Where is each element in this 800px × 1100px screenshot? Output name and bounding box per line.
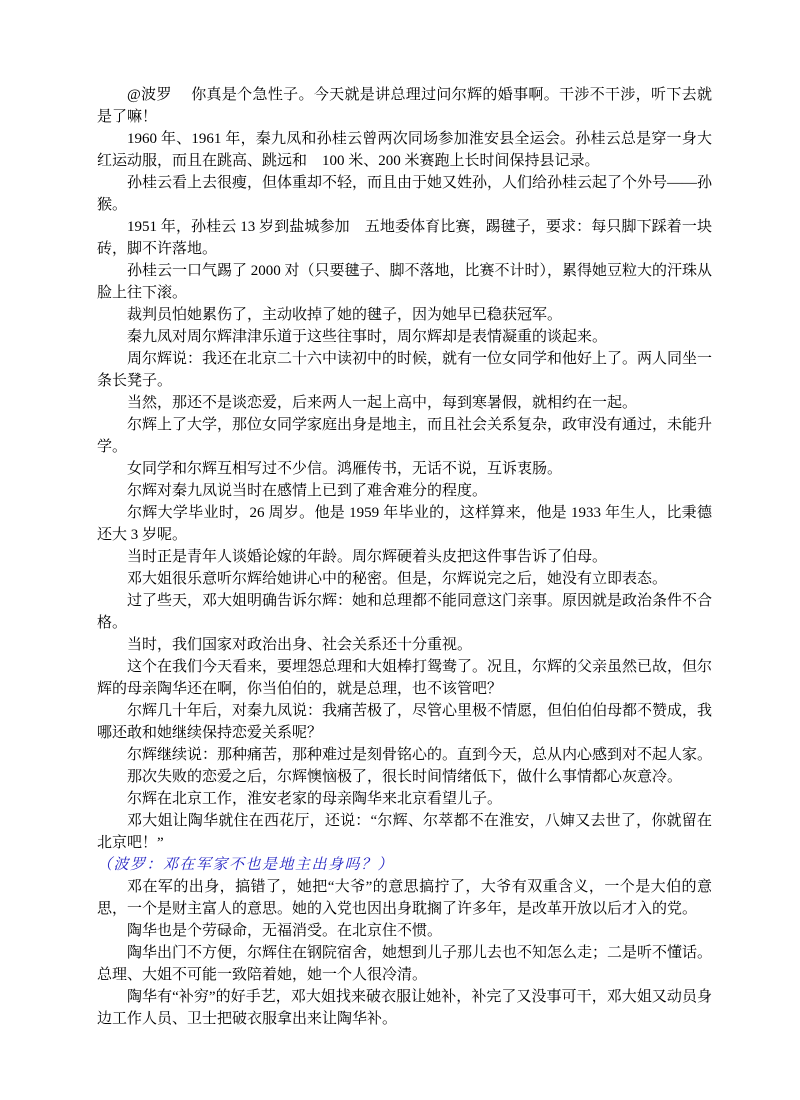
- paragraph: 裁判员怕她累伤了，主动收掉了她的毽子，因为她早已稳获冠军。: [127, 307, 563, 323]
- document-body: [97, 84, 712, 1030]
- paragraph: 过了些天，邓大姐明确告诉尔辉：她和总理都不能同意这门亲事。原因就是政治条件不合格。: [97, 593, 713, 631]
- paragraph: 当然，那还不是谈恋爱，后来两人一起上高中，每到寒暑假，就相约在一起。: [127, 395, 638, 411]
- paragraph: 周尔辉说：我还在北京二十六中读初中的时候，就有一位女同学和他好上了。两人同坐一条长凳子。: [97, 351, 713, 389]
- paragraph: @波罗 你真是个急性子。今天就是讲总理过问尔辉的婚事啊。干涉不干涉，听下去就是了嘛！: [97, 87, 712, 125]
- paragraph: 1951 年，孙桂云 13 岁到盐城参加 五地委体育比赛，踢毽子，要求：每只脚下踩着一块砖，脚不许落地。: [97, 219, 712, 257]
- paragraph: 尔辉大学毕业时，26 周岁。他是 1959 年毕业的，这样算来，他是 1933 年生人，比秉德还大 3 岁呢。: [97, 505, 712, 543]
- paragraph: 这个在我们今天看来，要埋怨总理和大姐棒打鸳鸯了。况且，尔辉的父亲虽然已故，但尔辉的母亲陶华还在啊，你当伯伯的，就是总理，也不该管吧？: [97, 659, 713, 697]
- paragraph: 陶华也是个劳碌命，无福消受。在北京住不惯。: [127, 923, 443, 939]
- paragraph: 陶华出门不方便，尔辉住在钢院宿舍，她想到儿子那儿去也不知怎么走；二是听不懂话。总理、大姐不可能一致陪着她，她一个人很冷清。: [97, 945, 713, 983]
- paragraph: 那次失败的恋爱之后，尔辉懊恼极了，很长时间情绪低下，做什么事情都心灰意冷。: [127, 769, 683, 785]
- paragraph: 女同学和尔辉互相写过不少信。鸿雁传书，无话不说，互诉衷肠。: [127, 461, 563, 477]
- paragraph: 邓大姐让陶华就住在西花厅，还说：“尔辉、尔萃都不在淮安，八婶又去世了，你就留在北京吧！”: [97, 813, 712, 851]
- paragraph: 邓在军的出身，搞错了，她把“大爷”的意思搞拧了，大爷有双重含义，一个是大伯的意思，一个是财主富人的意思。她的入党也因出身耽搁了许多年，是改革开放以后才入的党。: [97, 879, 712, 917]
- paragraph: 邓大姐很乐意听尔辉给她讲心中的秘密。但是，尔辉说完之后，她没有立即表态。: [127, 571, 668, 587]
- paragraph: 当时正是青年人谈婚论嫁的年龄。周尔辉硬着头皮把这件事告诉了伯母。: [127, 549, 608, 565]
- paragraph: 尔辉几十年后，对秦九凤说：我痛苦极了，尽管心里极不情愿，但伯伯伯母都不赞成，我哪还敢和她继续保持恋爱关系呢？: [97, 703, 713, 741]
- paragraph: 秦九凤对周尔辉津津乐道于这些往事时，周尔辉却是表情凝重的谈起来。: [127, 329, 608, 345]
- reader-annotation: （波罗：邓在军家不也是地主出身吗？）: [97, 857, 395, 873]
- paragraph: 孙桂云一口气踢了 2000 对（只要毽子、脚不落地，比赛不计时），累得她豆粒大的汗珠从脸上往下滚。: [97, 263, 713, 301]
- paragraph: 孙桂云看上去很瘦，但体重却不轻，而且由于她又姓孙，人们给孙桂云起了个外号——孙猴。: [97, 175, 713, 213]
- paragraph: 当时，我们国家对政治出身、社会关系还十分重视。: [127, 637, 473, 653]
- paragraph: 1960 年、1961 年，秦九凤和孙桂云曾两次同场参加淮安县全运会。孙桂云总是穿一身大红运动服，而且在跳高、跳远和 100 米、200 米赛跑上长时间保持县记录。: [97, 131, 712, 169]
- paragraph: 尔辉在北京工作，淮安老家的母亲陶华来北京看望儿子。: [127, 791, 503, 807]
- paragraph: 尔辉继续说：那种痛苦，那种难过是刻骨铭心的。直到今天，总从内心感到对不起人家。: [127, 747, 713, 763]
- paragraph: 尔辉对秦九凤说当时在感情上已到了难舍难分的程度。: [127, 483, 488, 499]
- paragraph: 尔辉上了大学，那位女同学家庭出身是地主，而且社会关系复杂，政审没有通过，未能升学。: [97, 417, 713, 455]
- paragraph: 陶华有“补穷”的好手艺，邓大姐找来破衣服让她补，补完了又没事可干，邓大姐又动员身边工作人员、卫士把破衣服拿出来让陶华补。: [97, 989, 712, 1027]
